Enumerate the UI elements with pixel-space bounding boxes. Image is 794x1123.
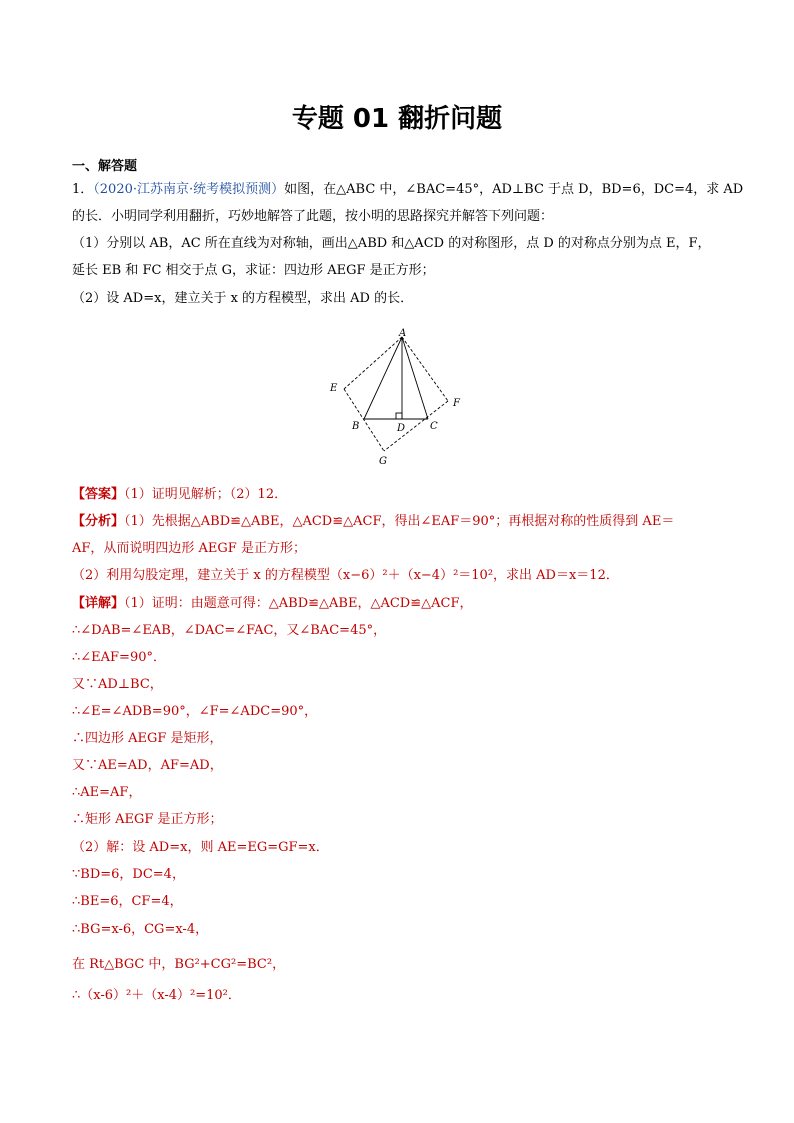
detail-line-8: ∴AE=AF， [72,785,142,800]
problem-line-2: 的长．小明同学利用翻折，巧妙地解答了此题，按小明的思路探究并解答下列问题： [72,209,554,224]
segment-ab [364,337,402,419]
detail-line-1 [72,594,472,614]
page-title: 专题 01 翻折问题 [291,104,503,134]
answer-tag: 【答案】 [72,487,125,502]
label-b: B [352,421,360,432]
segment-ac [402,337,428,419]
analysis-text-1: （1）先根据△ABD≌△ABE，△ACD≌△ACF，得出∠EAF＝90°；再根据对称的性质得到 AE＝ [124,514,675,529]
detail-line-3: ∴∠EAF=90°． [72,650,166,665]
problem-number: 1． [72,182,94,197]
label-e: E [330,383,338,394]
problem-line-3: （1）分别以 AB，AC 所在直线为对称轴，画出△ABD 和△ACD 的对称图形，点 D 的对称点分别为点 E，F， [72,236,711,251]
label-d: D [397,423,406,434]
detail-line-5: ∴∠E=∠ADB=90°，∠F=∠ADC=90°， [72,704,318,719]
section-heading: 一、解答题 [72,159,138,174]
detail-line-11: ∵BD=6，DC=4， [72,867,185,882]
detail-text-1: （1）证明：由题意可得：△ABD≌△ABE，△ACD≌△ACF， [124,596,473,611]
label-g: G [379,456,387,467]
segment-ae [344,337,402,389]
detail-line-13: ∴BG=x-6，CG=x-4， [72,922,209,937]
detail-line-12: ∴BE=6，CF=4， [72,894,183,909]
label-f: F [453,398,460,409]
analysis-line-1 [72,512,674,532]
detail-line-14: 在 Rt△BGC 中，BG²+CG²=BC²， [72,957,286,972]
label-c: C [430,421,438,432]
detail-line-9: ∴矩形 AEGF 是正方形； [72,812,223,827]
analysis-line-2: AF，从而说明四边形 AEGF 是正方形； [72,541,306,556]
analysis-tag: 【分析】 [72,514,125,529]
segment-eg [344,389,384,451]
right-angle-mark [396,413,402,419]
answer-text: （1）证明见解析；（2）12． [124,487,288,502]
problem-line-1 [72,180,743,200]
detail-line-15: ∴（x-6）²＋（x-4）²=10²． [72,988,241,1003]
problem-source: （2020·江苏南京·统考模拟预测） [93,182,285,197]
problem-line-4: 延长 EB 和 FC 相交于点 G，求证：四边形 AEGF 是正方形； [72,263,435,278]
analysis-line-3: （2）利用勾股定理，建立关于 x 的方程模型（x−6）²＋（x−4）²＝10²，求出 AD＝x＝12． [72,568,619,583]
problem-statement: 如图，在△ABC 中，∠BAC=45°，AD⊥BC 于点 D，BD=6，DC=4，求 AD [284,182,744,197]
segment-fg [384,401,448,451]
segment-af [402,337,448,401]
label-a: A [399,328,407,339]
detail-line-10: （2）解：设 AD=x，则 AE=EG=GF=x． [72,840,329,855]
answer-line [72,485,287,505]
detail-line-4: 又∵AD⊥BC， [72,677,163,692]
detail-line-2: ∴∠DAB=∠EAB，∠DAC=∠FAC，又∠BAC=45°， [72,623,387,638]
detail-line-7: 又∵AE=AD，AF=AD， [72,758,223,773]
geometry-figure [320,325,470,470]
problem-line-5: （2）设 AD=x，建立关于 x 的方程模型，求出 AD 的长． [72,291,414,306]
detail-line-6: ∴四边形 AEGF 是矩形， [72,731,223,746]
detail-tag: 【详解】 [72,596,125,611]
